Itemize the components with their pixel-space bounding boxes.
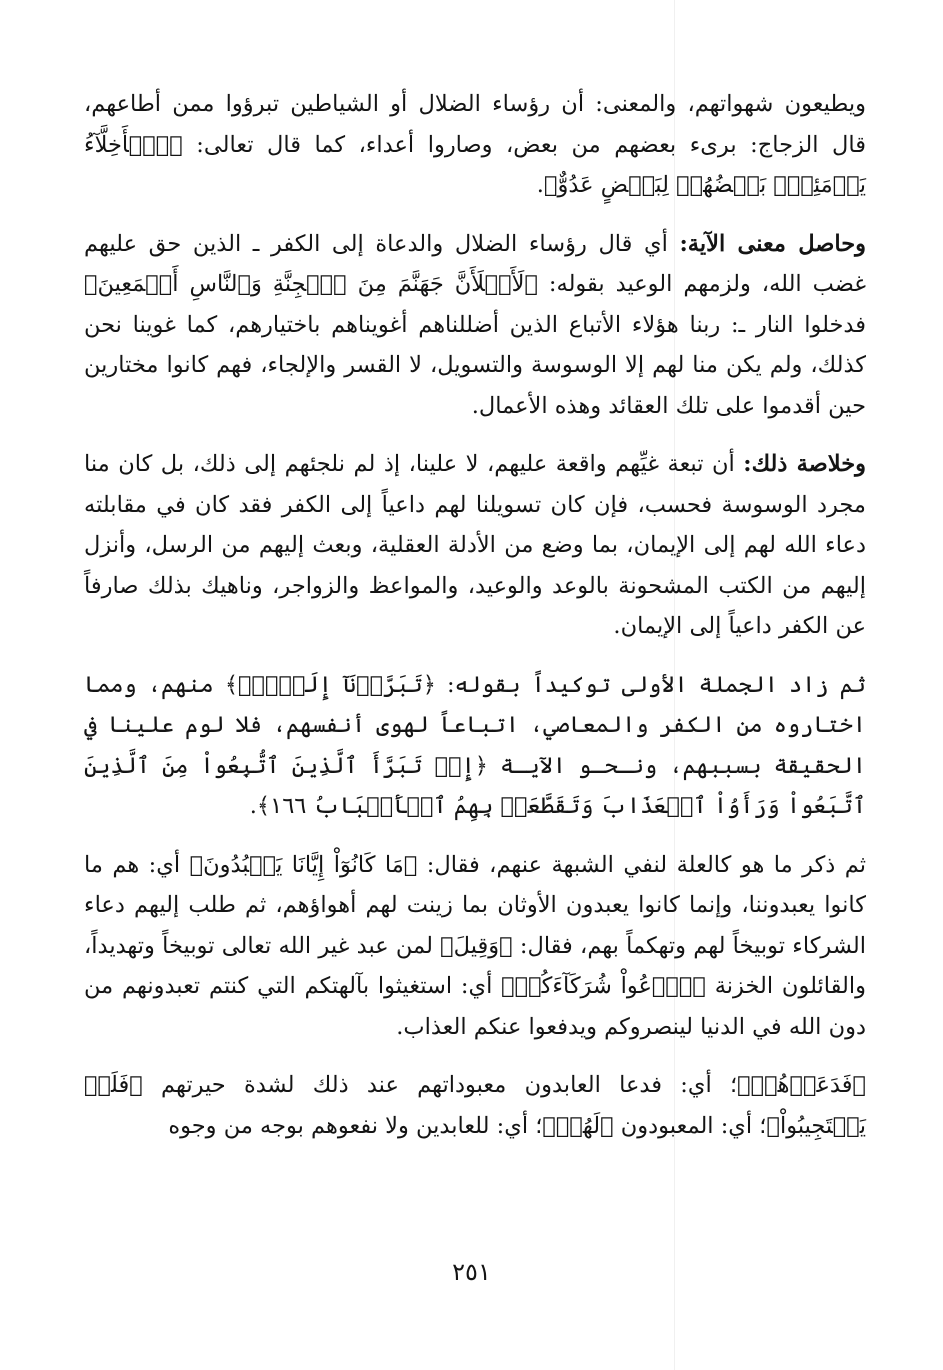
paragraph-2-text: أي قال رؤساء الضلال والدعاة إلى الكفر ـ الذين حق عليهم غضب الله، ولزمهم الوعيد بقوله: ﴿لَأَمۡلَأَنَّ جَهَنَّمَ مِنَ ٱلۡجِنَّةِ وَٱلنَّاسِ أَجۡمَعِينَ﴾ فدخلوا النار ـ: ربنا هؤلاء الأتباع الذين أضللناهم أغويناهم باختيارهم، كما غوينا نحن كذلك، ولم يكن منا لهم إلا الوسوسة والتسويل، لا القسر والإلجاء، فهم كانوا مختارين حين أقدموا على تلك العقائد وهذه الأعمال. — [84, 230, 867, 419]
paragraph-3-text: أن تبعة غيِّهم واقعة عليهم، لا علينا، إذ لم نلجئهم إلى ذلك، بل كان منا مجرد الوسوسة فحسب، فإن كان تسويلنا لهم داعياً إلى الكفر فقد كان في مقابلته دعاء الله لهم إلى الإيمان، بما وضع من الأدلة العقلية، وبعث إليهم من الرسل، وأنزل إليهم من الكتب المشحونة بالوعد والوعيد، والمواعظ والزواجر، وناهيك بذلك صارفاً عن الكفر داعياً إلى الإيمان. — [84, 451, 866, 639]
paragraph-4 — [84, 665, 866, 827]
paragraph-5-text: ثم ذكر ما هو كالعلة لنفي الشبهة عنهم، فقال: ﴿مَا كَانُوٓاْ إِيَّانَا يَعۡبُدُونَ﴾ أي: هم ما كانوا يعبدوننا، وإنما كانوا يعبدون الأوثان بما زينت لهم أهواؤهم، ثم طلب إليهم دعاء الشركاء توبيخاً لهم وتهكماً بهم، فقال: ﴿وَقِيلَ﴾ لمن عبد غير الله تعالى توبيخاً وتهديداً، والقائلون الخزنة ﴿ٱدۡعُواْ شُرَكَآءَكُمۡ﴾ أي: استغيثوا بآلهتكم التي كنتم تعبدونهم من دون الله في الدنيا لينصروكم ويدفعوا عنكم العذاب. — [84, 851, 866, 1040]
paragraph-4-text: ثم زاد الجملة الأولى توكيداً بقوله: ﴿تَبَرَّأۡنَآ إِلَيۡكَۖ﴾ منهم، ومما اختاروه من الكفر والمعاصي، اتباعاً لهوى أنفسهم، فلا لوم علينا في الحقيقة بسببهم، ونـحـو الآيـة ﴿إِذۡ تَبَرَّأَ ٱلَّذِينَ ٱتُّبِعُواْ مِنَ ٱلَّذِينَ ٱتَّبَعُواْ وَرَأَوُاْ ٱلۡعَذَابَ وَتَقَطَّعَتۡ بِهِمُ ٱلۡأَسۡبَابُ ١٦٦﴾. — [84, 671, 866, 819]
paragraph-6 — [84, 1065, 866, 1146]
paragraph-3-lead: وخلاصة ذلك: — [743, 451, 866, 477]
paragraph-5 — [84, 845, 866, 1048]
page-text-block — [84, 84, 866, 1164]
paragraph-3 — [84, 444, 866, 647]
paragraph-2-lead: وحاصل معنى الآية: — [679, 230, 866, 257]
page-number: ٢٥١ — [452, 1258, 491, 1286]
paragraph-1-text: ويطيعون شهواتهم، والمعنى: أن رؤساء الضلال أو الشياطين تبرؤوا ممن أطاعهم، قال الزجاج: برىء بعضهم من بعض، وصاروا أعداء، كما قال تعالى: ﴿ٱلۡأَخِلَّآءُ يَوۡمَئِذِۭ بَعۡضُهُمۡ لِبَعۡضٍ عَدُوٌّ﴾. — [84, 91, 866, 198]
paragraph-6-text: ﴿فَدَعَوۡهُمۡ﴾؛ أي: فدعا العابدون معبوداتهم عند ذلك لشدة حيرتهم ﴿فَلَمۡ يَسۡتَجِيبُواْ﴾؛ أي: المعبودون ﴿لَهُمۡ﴾؛ أي: للعابدين ولا نفعوهم بوجه من وجوه — [84, 1072, 866, 1139]
paragraph-2 — [84, 224, 866, 427]
paragraph-1 — [84, 84, 866, 206]
